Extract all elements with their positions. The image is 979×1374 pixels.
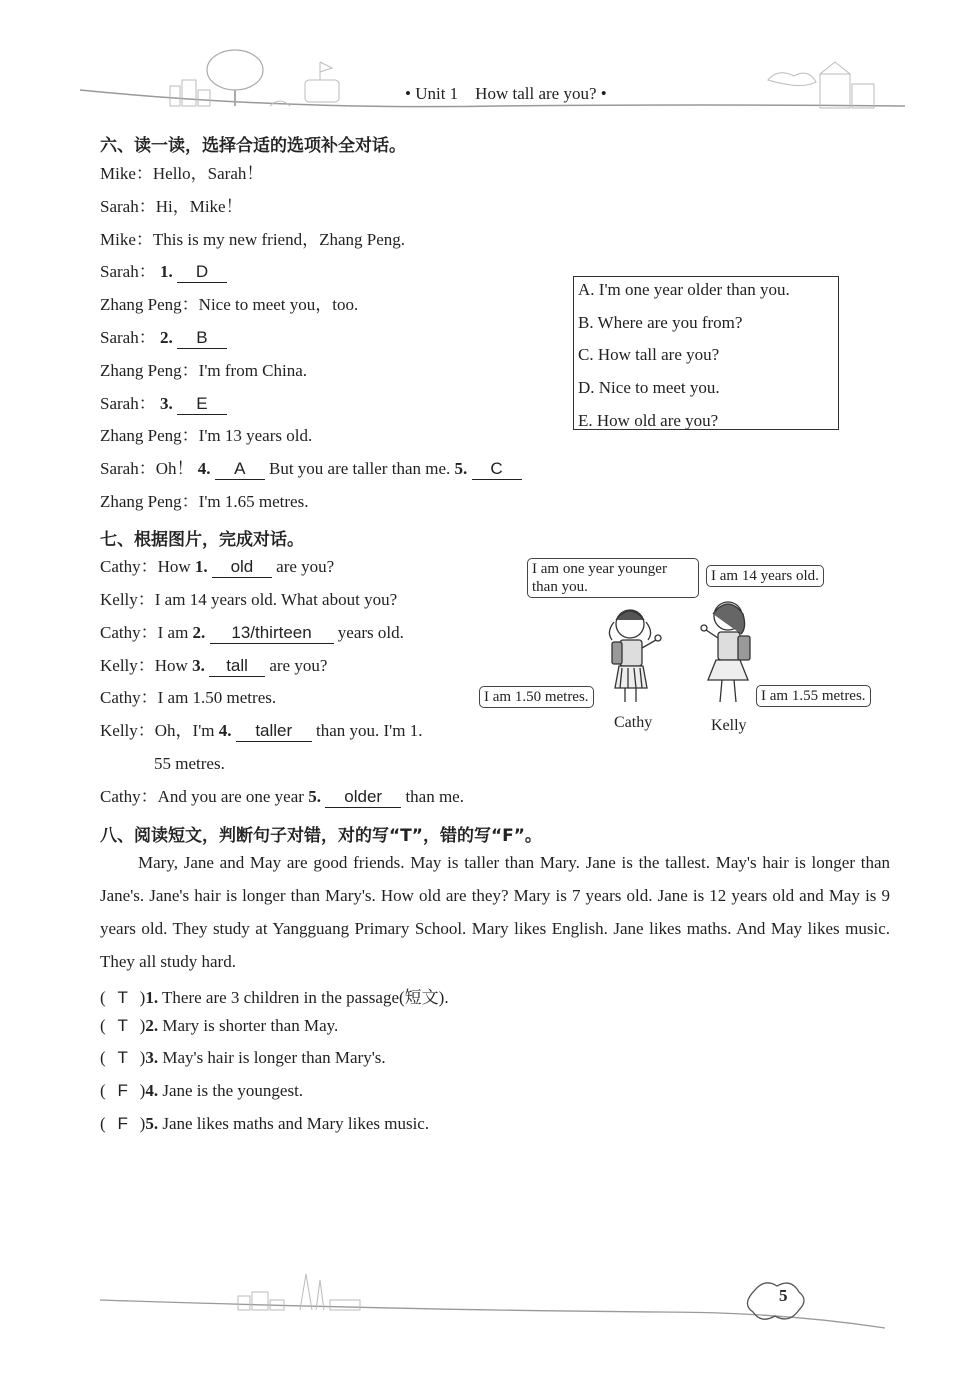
dialogue-line [100, 229, 405, 251]
tf-item: ( F )4. Jane is the youngest. [100, 1081, 304, 1100]
dialogue-line [100, 458, 522, 480]
answer-blank: C [472, 459, 522, 480]
bubble-cathy-top [527, 558, 699, 598]
speaker-text: Zhang Peng：I'm 1.65 metres. [100, 492, 309, 511]
dialogue-line [100, 589, 397, 611]
answer-blank: tall [209, 656, 265, 677]
header-title: Unit 1 How tall are you? [415, 84, 597, 103]
question-number: 1. [194, 557, 208, 576]
answer-blank: old [212, 557, 272, 578]
option-a: A. I'm one year older than you. [578, 280, 790, 299]
question-number: 2. [192, 623, 206, 642]
speaker-text: Cathy：And you are one year [100, 787, 304, 806]
reading-passage: Mary, Jane and May are good friends. May is taller than Mary. Jane is the tallest. May's hair is longer than Jane's. Jane's hair is longer than Mary's. How old are they? Mary is 7 years old. Jane is 12 years old and May is 9 years old. They study at Yangguang Primary School. Mary likes English. Jane likes maths. And May likes music. They all study hard. [100, 853, 890, 971]
dialogue-line [100, 261, 227, 283]
tf-answer: F [117, 1081, 128, 1100]
speaker-text: Kelly：How [100, 656, 188, 675]
question-number: 1. [159, 262, 173, 281]
answer-blank: older [325, 787, 401, 808]
option-b: B. Where are you from? [578, 313, 743, 332]
item-text: Jane likes maths and Mary likes music. [162, 1114, 430, 1133]
dialogue-text: than me. [405, 787, 464, 806]
item-text: Mary is shorter than May. [162, 1016, 339, 1035]
speaker-text: Mike：This is my new friend，Zhang Peng. [100, 230, 406, 249]
footer-decoration [100, 1270, 890, 1334]
speaker-text: Kelly：I am 14 years old. What about you? [100, 590, 398, 609]
speaker-text: Mike：Hello，Sarah！ [100, 164, 264, 183]
dialogue-text: are you? [276, 557, 335, 576]
speaker-text: Sarah：Hi，Mike！ [100, 197, 243, 216]
dialogue-line [100, 393, 227, 415]
speaker-text: Zhang Peng：I'm from China. [100, 361, 308, 380]
tf-item: ( T )3. May's hair is longer than Mary's. [100, 1048, 386, 1067]
option-e: E. How old are you? [578, 411, 719, 430]
section8-heading: 八、阅读短文，判断句子对错，对的写“T”，错的写“F”。 [100, 826, 542, 846]
bubble-cathy-top-line1: I am one year younger [532, 561, 667, 577]
speaker-text: Sarah： [100, 328, 156, 347]
answer-blank: E [177, 394, 227, 415]
tf-item: ( F )5. Jane likes maths and Mary likes music. [100, 1114, 430, 1133]
dialogue-line [100, 327, 227, 349]
dialogue-line [154, 753, 225, 775]
dialogue-line [100, 360, 307, 382]
name-cathy: Cathy [614, 714, 653, 731]
speaker-text: Cathy：I am [100, 623, 189, 642]
cathy-figure-icon [609, 610, 661, 702]
page-number: 5 [779, 1286, 788, 1305]
options-box [573, 276, 839, 430]
tf-item: ( T )1. There are 3 children in the passage(短文). [100, 988, 449, 1007]
speaker-text: 55 metres. [154, 754, 225, 773]
dialogue-text: than you. I'm 1. [316, 721, 423, 740]
kelly-figure-icon [701, 602, 750, 702]
item-number: 3. [145, 1048, 159, 1067]
bubble-kelly-top: I am 14 years old. [706, 565, 824, 587]
speaker-text: Kelly：Oh，I'm [100, 721, 215, 740]
speaker-text: Cathy：I am 1.50 metres. [100, 688, 277, 707]
question-number: 2. [159, 328, 173, 347]
answer-blank: A [215, 459, 265, 480]
option-c: C. How tall are you? [578, 345, 720, 364]
bubble-cathy-top-line2: than you. [532, 579, 588, 595]
tf-answer: T [117, 1016, 128, 1035]
dialogue-line [100, 196, 243, 218]
dialogue-line [100, 163, 263, 185]
item-number: 4. [145, 1081, 159, 1100]
tf-answer: F [117, 1114, 128, 1133]
dialogue-text: years old. [337, 623, 404, 642]
answer-blank: B [177, 328, 227, 349]
dialogue-line [100, 720, 422, 742]
dialogue-line [100, 425, 312, 447]
speaker-text: Sarah： [100, 262, 156, 281]
question-number: 5. [308, 787, 321, 806]
header-decoration [80, 40, 910, 120]
dialogue-line [100, 294, 358, 316]
option-d: D. Nice to meet you. [578, 378, 720, 397]
question-number: 5. [454, 459, 468, 478]
header-title-wrap [405, 84, 607, 104]
section7-heading: 七、根据图片，完成对话。 [100, 530, 304, 550]
dialogue-line [100, 786, 464, 808]
speaker-text: Zhang Peng：I'm 13 years old. [100, 426, 313, 445]
answer-blank: 13/thirteen [210, 623, 334, 644]
bullet-icon: • [405, 84, 411, 103]
dialogue-text: are you? [269, 656, 328, 675]
item-text: Jane is the youngest. [162, 1081, 304, 1100]
item-text: There are 3 children in the passage(短文). [162, 988, 449, 1007]
bubble-cathy-bottom: I am 1.50 metres. [479, 686, 594, 708]
dialogue-line [100, 687, 276, 709]
dialogue-text: But you are taller than me. [268, 459, 451, 478]
answer-blank: D [177, 262, 227, 283]
speaker-text: Sarah： [100, 394, 156, 413]
dialogue-line [100, 622, 404, 644]
dialogue-line [100, 556, 334, 578]
question-number: 4. [197, 459, 211, 478]
item-number: 5. [145, 1114, 159, 1133]
item-number: 2. [145, 1016, 159, 1035]
tf-answer: T [117, 988, 128, 1007]
question-number: 3. [192, 656, 205, 675]
speaker-text: Cathy：How [100, 557, 191, 576]
dialogue-line [100, 655, 327, 677]
bubble-kelly-bottom: I am 1.55 metres. [756, 685, 871, 707]
tf-answer: T [117, 1048, 128, 1067]
question-number: 3. [159, 394, 173, 413]
item-number: 1. [145, 988, 159, 1007]
speaker-text: Zhang Peng：Nice to meet you，too. [100, 295, 359, 314]
name-kelly: Kelly [711, 717, 747, 734]
section6-heading: 六、读一读，选择合适的选项补全对话。 [100, 136, 406, 156]
tf-item: ( T )2. Mary is shorter than May. [100, 1016, 339, 1035]
girls-illustration [600, 598, 770, 716]
answer-blank: taller [236, 721, 312, 742]
question-number: 4. [218, 721, 232, 740]
dialogue-line [100, 491, 308, 513]
bullet-icon: • [600, 84, 607, 103]
speaker-text: Sarah：Oh！ [100, 459, 194, 478]
item-text: May's hair is longer than Mary's. [162, 1048, 386, 1067]
